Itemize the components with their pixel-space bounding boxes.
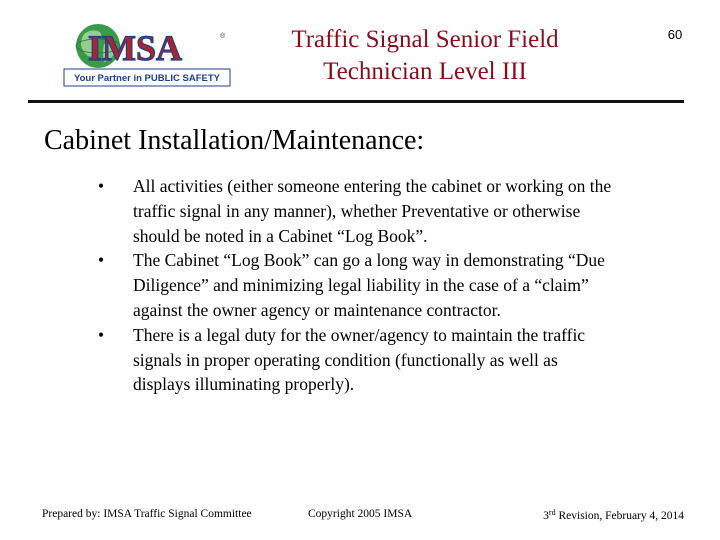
imsa-logo: [62, 22, 232, 88]
svg-text:®: ®: [220, 33, 226, 40]
bullet-marker: •: [98, 324, 105, 345]
revision-suffix: rd: [548, 508, 556, 517]
bullet-text: All activities (either someone entering the cabinet or working on the traffic signal in any manner), whether Preventative or otherwise should be noted in a Cabinet “Log Book”.: [133, 176, 612, 246]
footer-copyright: Copyright 2005 IMSA: [308, 508, 413, 520]
header-divider: [28, 100, 684, 103]
bullet-text: The Cabinet “Log Book” can go a long way in demonstrating “Due Diligence” and minimizing legal liability in the case of a “claim” against the owner agency or maintenance contractor.: [133, 250, 605, 320]
page-number: 60: [667, 27, 683, 42]
logo-tagline: Your Partner in PUBLIC SAFETY: [73, 73, 221, 84]
section-heading: Cabinet Installation/Maintenance:: [44, 125, 425, 156]
revision-text: Revision, February 4, 2014: [555, 510, 684, 522]
bullet-item: [98, 323, 618, 397]
bullet-marker: •: [98, 176, 105, 196]
logo-wordmark: IMSA: [88, 28, 183, 68]
bullet-item: [98, 248, 618, 322]
bullet-list: [98, 174, 618, 397]
footer-prepared-by: Prepared by: IMSA Traffic Signal Committee: [42, 508, 252, 520]
bullet-item: [98, 174, 618, 248]
revision-number: 3: [543, 510, 549, 522]
title-line-2: Technician Level III: [323, 58, 527, 85]
bullet-text: There is a legal duty for the owner/agency to maintain the traffic signals in proper operating condition (functionally as well as displays illuminating properly).: [133, 324, 586, 395]
footer-revision: [543, 508, 684, 522]
title-line-1: Traffic Signal Senior Field: [291, 26, 559, 53]
slide-title: [255, 24, 595, 88]
bullet-marker: •: [98, 250, 105, 271]
